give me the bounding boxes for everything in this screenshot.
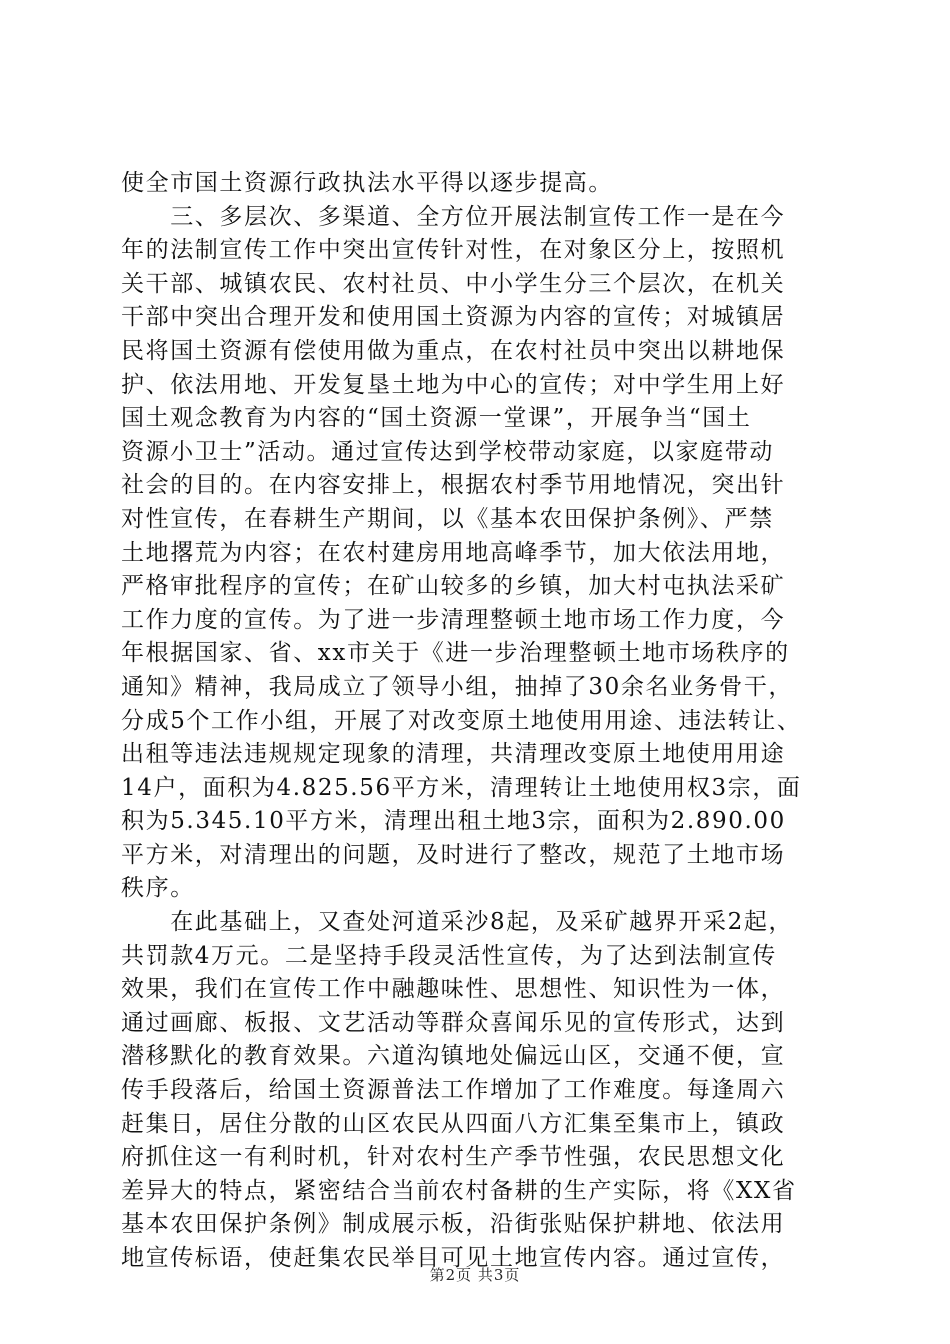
paragraph (121, 906, 831, 1276)
text-line: 传手段落后，给国土资源普法工作增加了工作难度。每逢周六 (121, 1077, 786, 1104)
text-line: 平方米，对清理出的问题，及时进行了整改，规范了土地市场 (121, 841, 786, 868)
text-line: 关干部、城镇农民、农村社员、中小学生分三个层次，在机关 (121, 270, 786, 297)
text-line: 赶集日，居住分散的山区农民从四面八方汇集至集市上，镇政 (121, 1110, 786, 1137)
text-line: 地宣传标语，使赶集农民举目可见土地宣传内容。通过宣传， (121, 1245, 786, 1271)
text-line: 在此基础上，又查处河道采沙8起，及采矿越界开采2起， (121, 909, 794, 936)
text-line: 国土观念教育为内容的“国土资源一堂课”，开展争当“国土 (121, 405, 752, 432)
text-line: 积为5.345.10平方米，清理出租土地3宗，面积为2.890.00 (121, 808, 786, 835)
page-footer: 第2页 共3页 (429, 1266, 521, 1284)
text-line: 差异大的特点，紧密结合当前农村备耕的生产实际，将《XX省 (121, 1177, 797, 1204)
text-line: 使全市国土资源行政执法水平得以逐步提高。 (121, 170, 613, 196)
document-body (121, 167, 831, 1276)
text-line: 出租等违法违规规定现象的清理，共清理改变原土地使用用途 (121, 741, 786, 768)
text-line: 民将国土资源有偿使用做为重点，在农村社员中突出以耕地保 (121, 337, 786, 364)
text-line: 基本农田保护条例》制成展示板，沿街张贴保护耕地、依法用 (121, 1211, 786, 1238)
text-line: 护、依法用地、开发复垦土地为中心的宣传；对中学生用上好 (121, 371, 786, 398)
text-line: 年根据国家、省、xx市关于《进一步治理整顿土地市场秩序的 (121, 640, 790, 667)
text-line: 府抓住这一有利时机，针对农村生产季节性强，农民思想文化 (121, 1144, 786, 1171)
text-line: 资源小卫士”活动。通过宣传达到学校带动家庭，以家庭带动 (121, 438, 774, 465)
text-line: 通过画廊、板报、文艺活动等群众喜闻乐见的宣传形式，达到 (121, 1009, 786, 1036)
text-line: 三、多层次、多渠道、全方位开展法制宣传工作一是在今 (121, 203, 786, 230)
paragraph (121, 201, 831, 906)
text-line: 潜移默化的教育效果。六道沟镇地处偏远山区，交通不便，宣 (121, 1043, 786, 1070)
text-line: 工作力度的宣传。为了进一步清理整顿土地市场工作力度，今 (121, 606, 786, 633)
text-line: 社会的目的。在内容安排上，根据农村季节用地情况，突出针 (121, 472, 786, 499)
text-line: 年的法制宣传工作中突出宣传针对性，在对象区分上，按照机 (121, 237, 786, 264)
text-line: 对性宣传，在春耕生产期间，以《基本农田保护条例》、严禁 (121, 505, 774, 532)
text-line: 效果，我们在宣传工作中融趣味性、思想性、知识性为一体， (121, 976, 786, 1003)
text-line: 土地撂荒为内容；在农村建房用地高峰季节，加大依法用地， (121, 539, 786, 566)
paragraph (121, 167, 831, 201)
text-line: 秩序。 (121, 875, 195, 902)
text-line: 分成5个工作小组，开展了对改变原土地使用用途、违法转让、 (121, 707, 802, 734)
text-line: 干部中突出合理开发和使用国土资源为内容的宣传；对城镇居 (121, 304, 786, 331)
text-line: 严格审批程序的宣传；在矿山较多的乡镇，加大村屯执法采矿 (121, 573, 786, 600)
text-line: 通知》精神，我局成立了领导小组，抽掉了30余名业务骨干， (121, 673, 794, 700)
text-line: 共罚款4万元。二是坚持手段灵活性宣传，为了达到法制宣传 (121, 942, 777, 969)
text-line: 14户，面积为4.825.56平方米，清理转让土地使用权3宗，面 (121, 774, 802, 801)
